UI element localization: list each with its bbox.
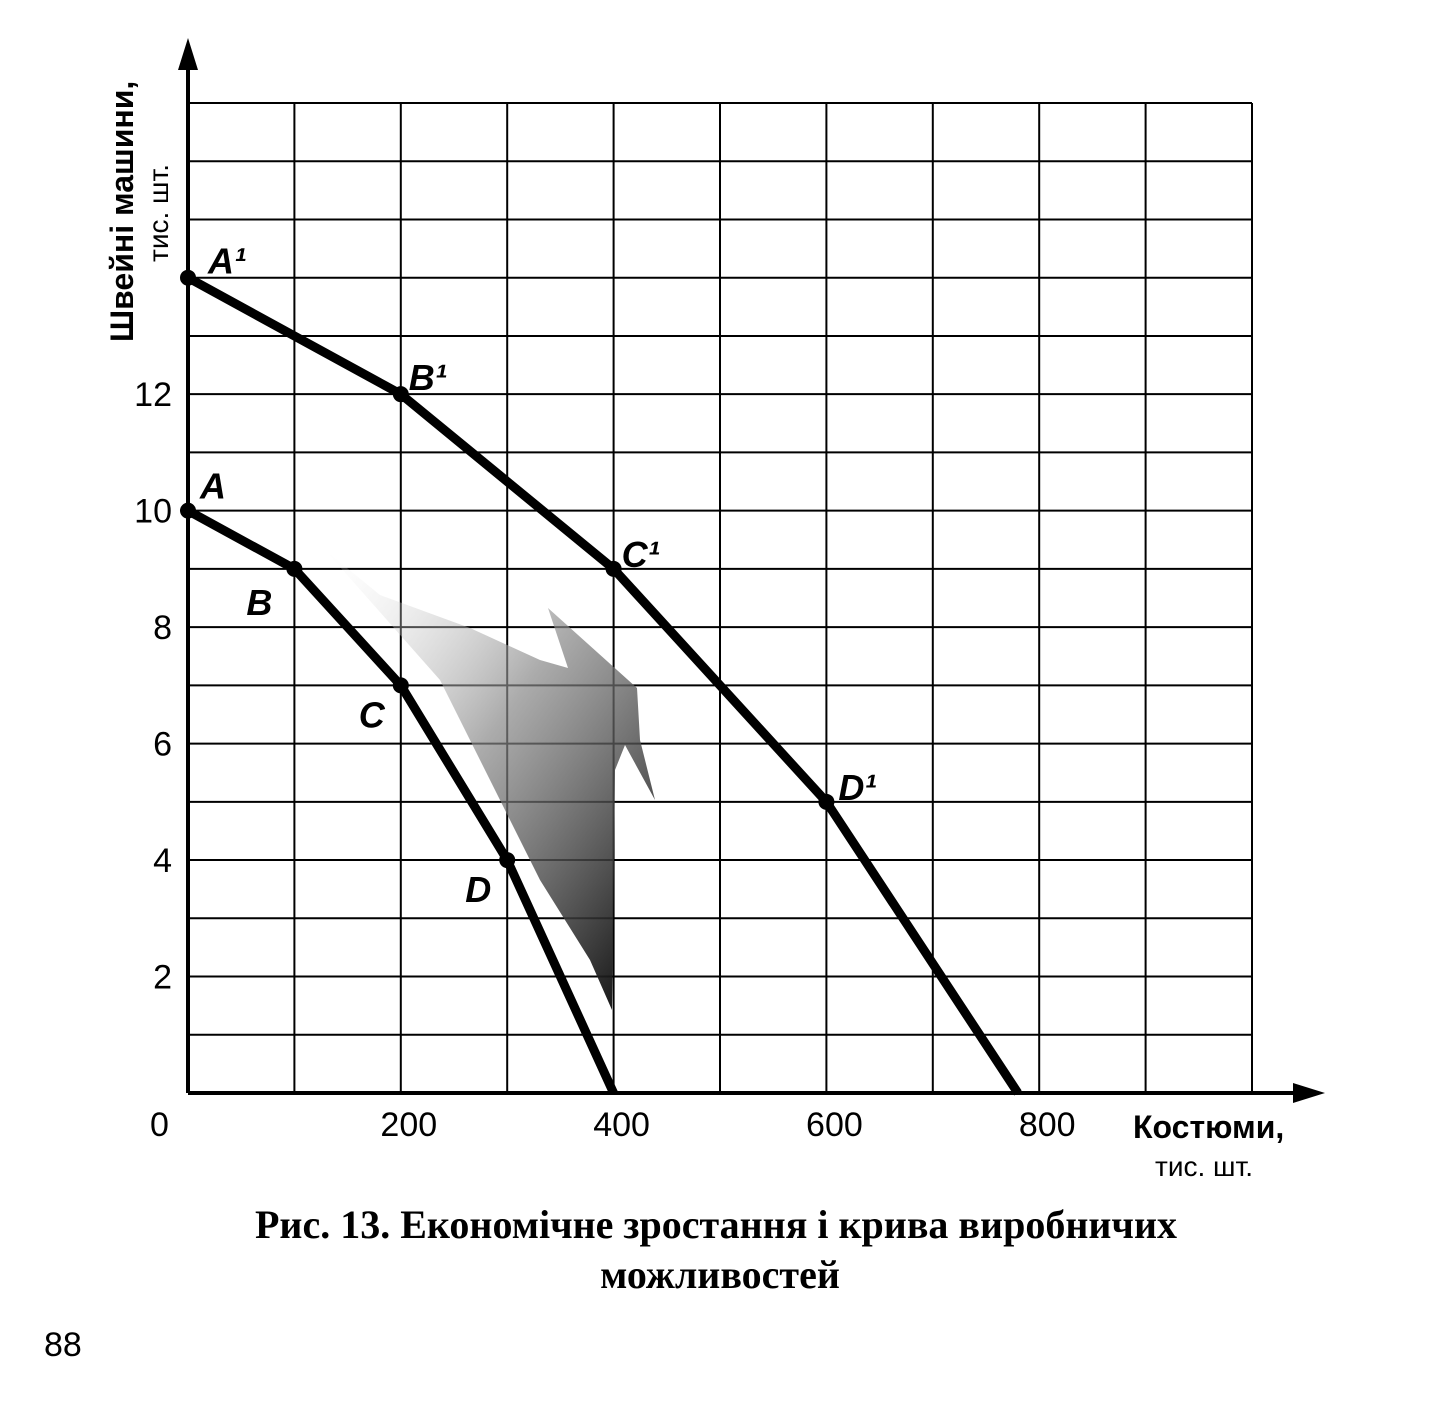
figure-caption-line-1: Рис. 13. Економічне зростання і крива виробничих [254,1202,1178,1247]
y-axis-arrowhead [178,38,198,70]
y-tick-label-12: 12 [134,376,172,415]
point-label-d: D [465,869,492,911]
point-marker-d1 [818,794,834,810]
y-tick-label-6: 6 [153,725,172,764]
growth-arrow [325,550,655,1010]
point-marker-c1 [606,561,622,577]
x-axis-unit: тис. шт. [1155,1151,1253,1182]
point-marker-a [180,503,196,519]
x-tick-label-0: 0 [150,1106,169,1144]
point-label-c1: C¹ [621,533,660,575]
point-label-a: A [200,465,226,507]
point-label-a1: A¹ [208,240,246,282]
x-axis-arrowhead [1293,1083,1325,1103]
x-tick-label-600: 600 [806,1106,863,1144]
point-marker-b [286,561,302,577]
point-marker-d [499,852,515,868]
page-number: 88 [44,1326,82,1364]
x-tick-labels [150,1106,1076,1144]
y-tick-labels [134,376,172,996]
point-marker-b1 [393,386,409,402]
y-axis-title: Швейні машини, [104,80,140,342]
point-label-c: C [358,694,385,736]
y-axis-unit: тис. шт. [143,164,174,262]
x-tick-label-200: 200 [380,1106,438,1144]
y-tick-label-4: 4 [153,842,172,881]
y-tick-label-10: 10 [134,492,172,531]
x-axis-title: Костюми, [1133,1109,1285,1145]
growth-arrow-shape [325,550,655,1010]
y-tick-label-8: 8 [153,609,172,648]
point-label-b: B [246,581,273,623]
y-tick-label-2: 2 [153,958,172,997]
grid [188,103,1252,1093]
point-label-d1: D¹ [838,766,877,808]
figure-caption-line-2: можливостей [600,1252,840,1297]
x-tick-label-400: 400 [593,1106,650,1144]
x-tick-label-800: 800 [1018,1106,1076,1144]
point-marker-c [393,677,409,693]
point-label-b1: B¹ [408,357,447,399]
point-marker-a1 [180,270,196,286]
